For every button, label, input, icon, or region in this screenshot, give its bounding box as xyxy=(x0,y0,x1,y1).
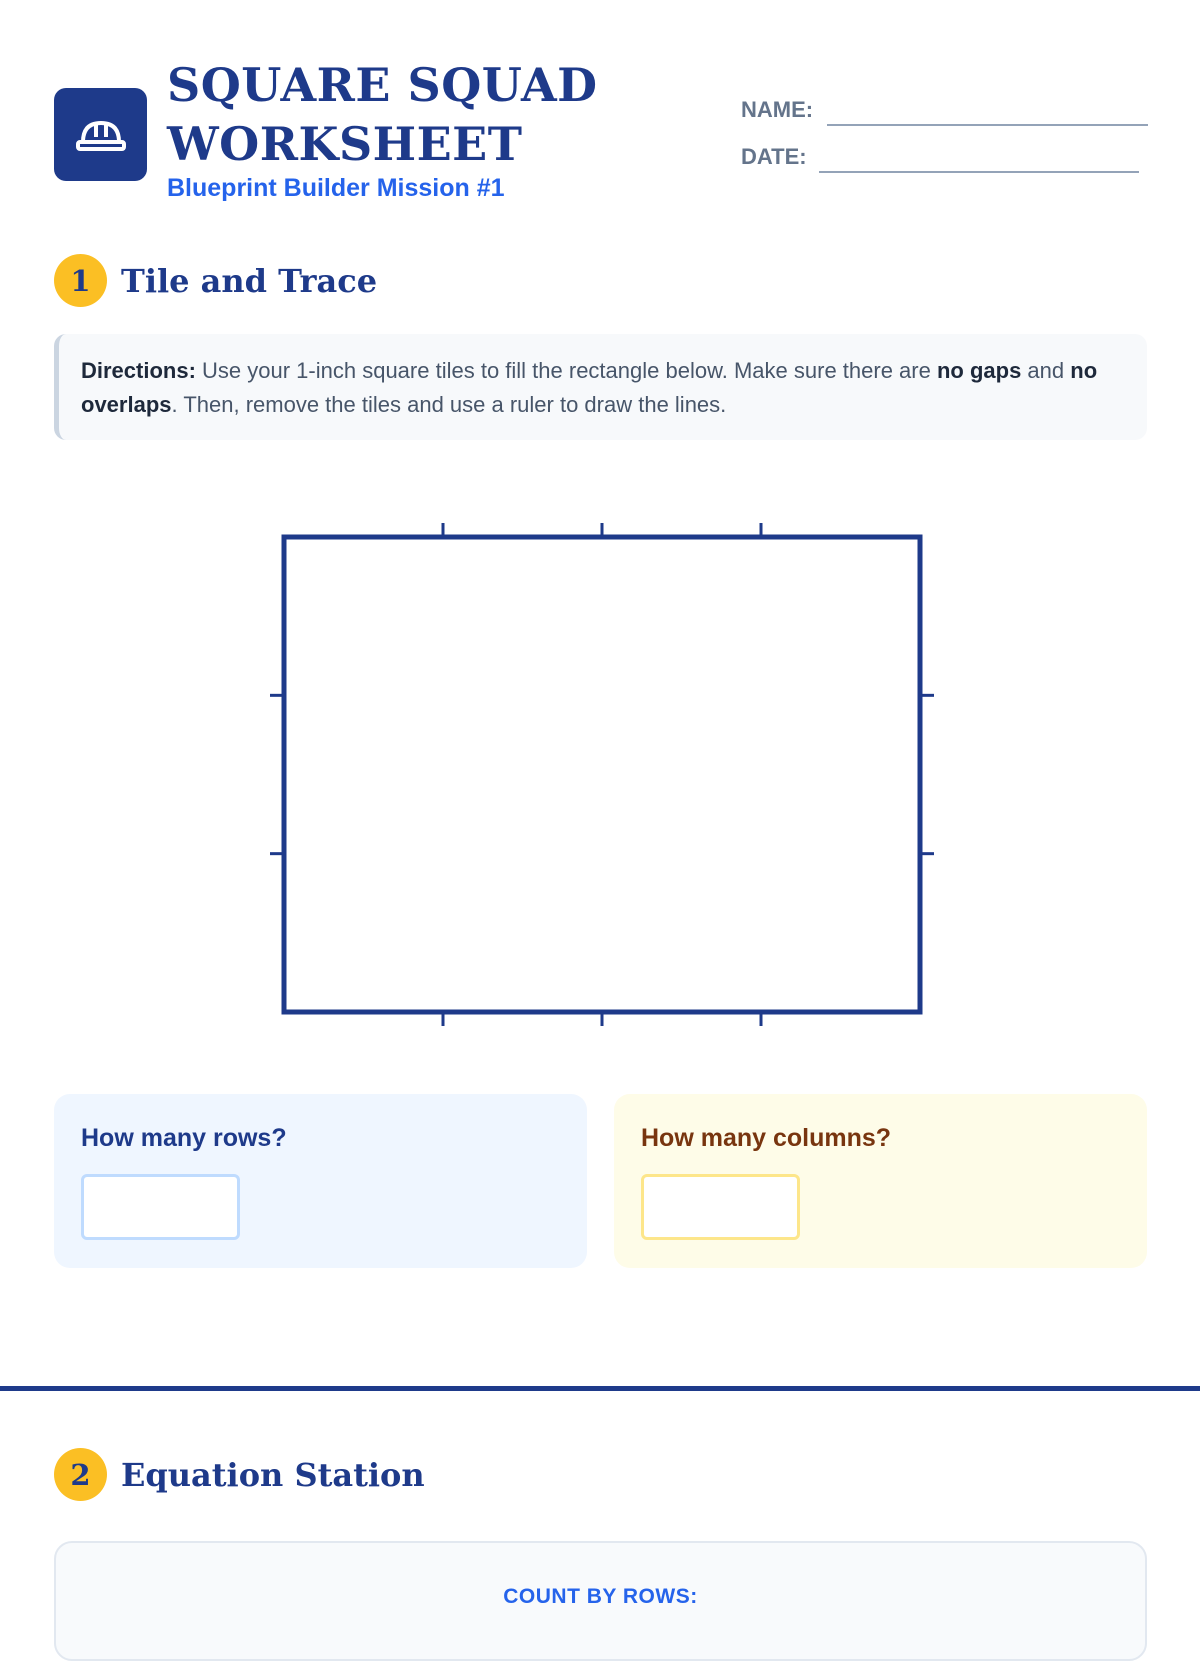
rows-question: How many rows? xyxy=(81,1124,287,1152)
name-field[interactable] xyxy=(827,124,1148,126)
columns-answer-box xyxy=(614,1094,1147,1268)
rows-answer-box xyxy=(54,1094,587,1268)
section-1-header xyxy=(54,254,377,307)
section-2-header xyxy=(54,1448,425,1501)
directions-box xyxy=(54,334,1147,440)
date-label: DATE: xyxy=(741,144,807,169)
directions-text: . Then, remove the tiles and use a ruler to draw the lines. xyxy=(171,392,727,417)
section-divider xyxy=(0,1386,1200,1391)
directions-emphasis: no overlaps xyxy=(81,358,1098,417)
worksheet-header xyxy=(54,56,1148,216)
directions-text: and xyxy=(1021,358,1071,383)
directions-text: Use your 1-inch square tiles to fill the rectangle below. Make sure there are xyxy=(195,358,937,383)
equation-card xyxy=(54,1541,1147,1661)
section-title: Equation Station xyxy=(121,1455,425,1494)
columns-question: How many columns? xyxy=(641,1124,892,1152)
date-field[interactable] xyxy=(819,171,1139,173)
rows-answer-input[interactable] xyxy=(81,1174,240,1240)
title-line-1: SQUARE SQUAD xyxy=(167,58,598,112)
tile-rectangle[interactable] xyxy=(260,515,940,1035)
rectangle-outline xyxy=(284,537,920,1012)
directions-emphasis: no gaps xyxy=(936,358,1022,383)
hard-hat-icon xyxy=(54,88,147,181)
page-title xyxy=(167,56,598,174)
title-line-2: WORKSHEET xyxy=(167,117,523,171)
section-number-badge: 1 xyxy=(54,254,107,307)
name-label: NAME: xyxy=(741,97,814,122)
section-title: Tile and Trace xyxy=(121,261,378,300)
count-by-rows-label: COUNT BY ROWS: xyxy=(503,1585,698,1608)
columns-answer-input[interactable] xyxy=(641,1174,800,1240)
section-number-badge: 2 xyxy=(54,1448,107,1501)
directions-lead: Directions: xyxy=(81,358,196,383)
page-subtitle: Blueprint Builder Mission #1 xyxy=(167,174,505,202)
